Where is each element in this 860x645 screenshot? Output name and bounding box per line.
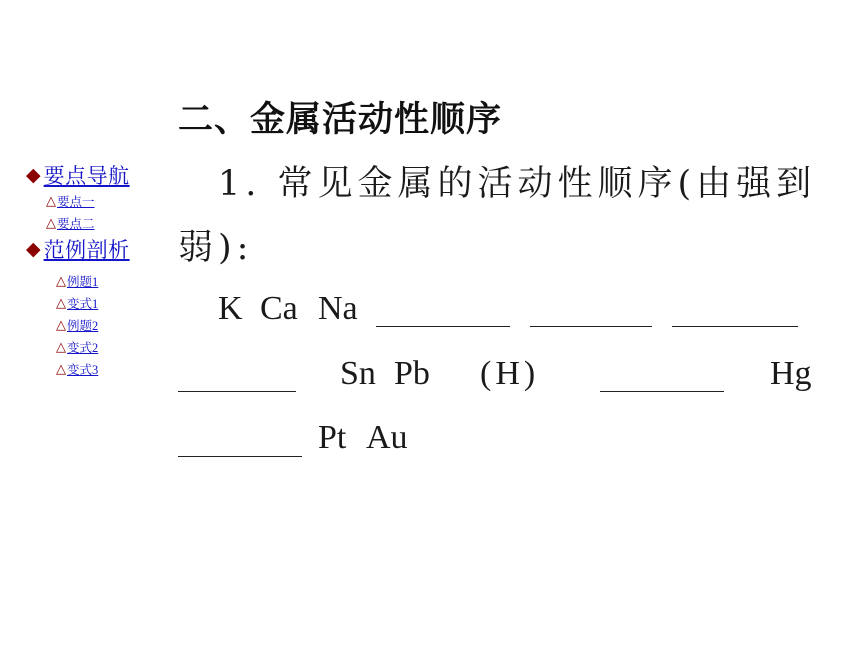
answer-blank[interactable]: [672, 326, 798, 327]
answer-blank[interactable]: [178, 391, 296, 392]
triangle-bullet-icon: △: [46, 193, 56, 209]
metal-symbol: Hg: [770, 355, 812, 392]
metal-symbol: Pb: [394, 355, 430, 392]
metal-symbol: K: [218, 290, 243, 327]
metal-symbol: (H): [480, 355, 540, 392]
nav-link-variant-3[interactable]: 变式3: [67, 363, 99, 377]
nav-subitem[interactable]: [26, 190, 176, 212]
answer-blank[interactable]: [600, 391, 724, 392]
triangle-bullet-icon: △: [46, 215, 56, 231]
nav-link-point-2[interactable]: 要点二: [57, 217, 95, 231]
diamond-bullet-icon: ◆: [26, 163, 41, 186]
nav-link-point-1[interactable]: 要点一: [57, 195, 95, 209]
nav-section-examples[interactable]: [26, 234, 176, 264]
metal-symbol: Pt: [318, 419, 347, 456]
nav-link-variant-2[interactable]: 变式2: [67, 341, 99, 355]
nav-subitem[interactable]: [26, 270, 176, 292]
triangle-bullet-icon: △: [56, 317, 66, 333]
triangle-bullet-icon: △: [56, 273, 66, 289]
nav-subitem[interactable]: [26, 292, 176, 314]
answer-blank[interactable]: [178, 456, 302, 457]
point-text-line-1: 1. 常见金属的活动性顺序(由强到: [218, 164, 817, 204]
metal-symbol: Au: [366, 419, 408, 456]
nav-link-variant-1[interactable]: 变式1: [67, 297, 99, 311]
nav-subitem[interactable]: [26, 358, 176, 380]
point-text-line-2: 弱):: [178, 228, 254, 268]
answer-blank[interactable]: [376, 326, 510, 327]
nav-link-example-2[interactable]: 例题2: [67, 319, 99, 333]
nav-link-example-1[interactable]: 例题1: [67, 275, 99, 289]
nav-subitem[interactable]: [26, 212, 176, 234]
sidebar-nav: [26, 160, 176, 380]
answer-blank[interactable]: [530, 326, 652, 327]
nav-subitem[interactable]: [26, 336, 176, 358]
nav-link-key-points[interactable]: 要点导航: [43, 164, 130, 188]
triangle-bullet-icon: △: [56, 295, 66, 311]
metal-symbol: Na: [318, 290, 358, 327]
nav-subitem[interactable]: [26, 314, 176, 336]
nav-link-examples[interactable]: 范例剖析: [43, 238, 130, 262]
triangle-bullet-icon: △: [56, 339, 66, 355]
diamond-bullet-icon: ◆: [26, 237, 41, 260]
triangle-bullet-icon: △: [56, 361, 66, 377]
section-heading: 二、金属活动性顺序: [178, 100, 503, 140]
metal-symbol: Sn: [340, 355, 376, 392]
nav-section-key-points[interactable]: [26, 160, 176, 190]
metal-symbol: Ca: [260, 290, 298, 327]
